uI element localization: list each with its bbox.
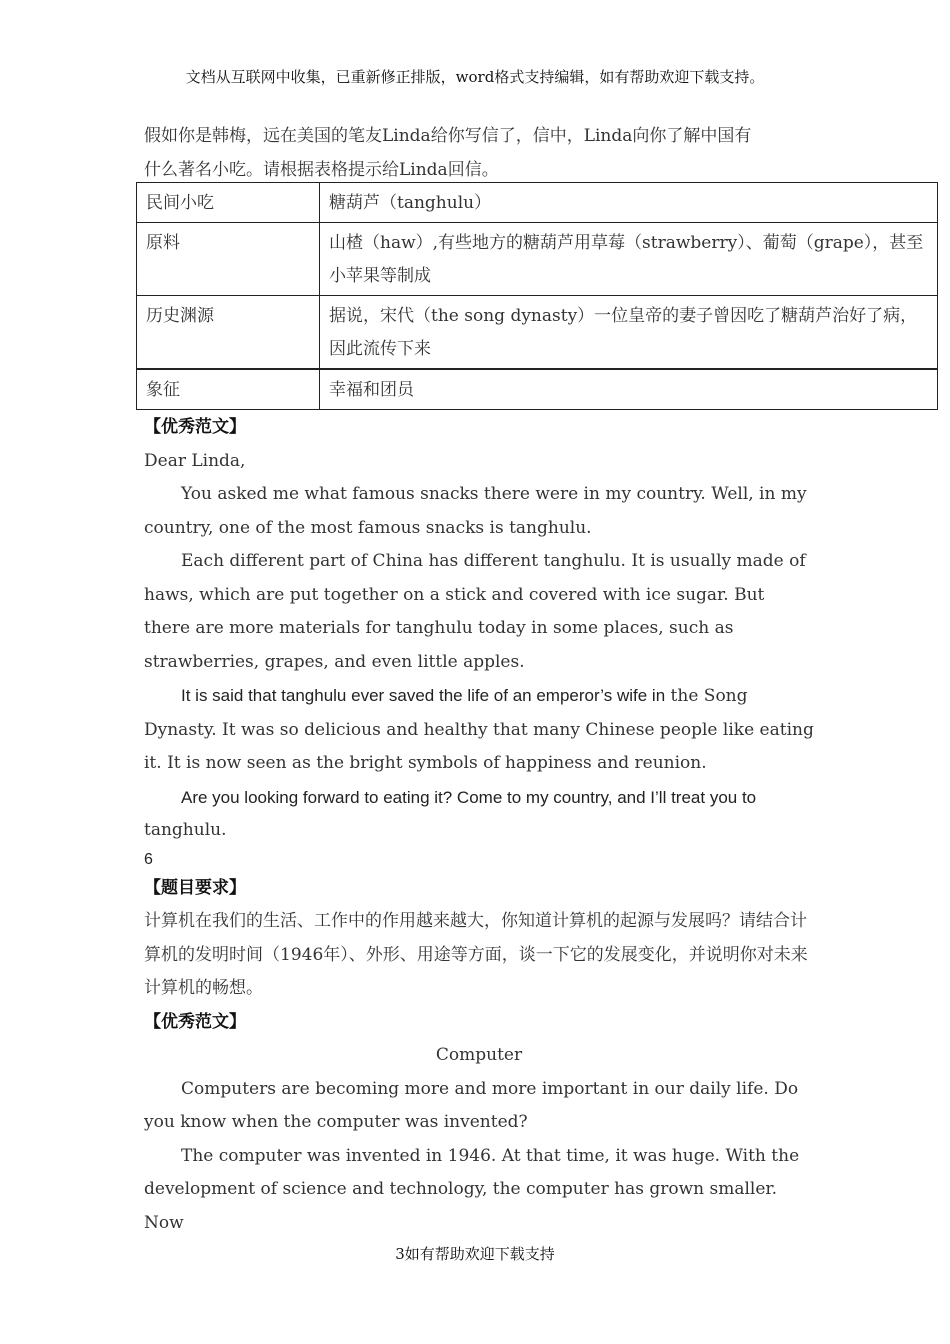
- intro-line-1: 假如你是韩梅，远在美国的笔友Linda给你写信了，信中，Linda向你了解中国有: [144, 126, 752, 146]
- table-row: [137, 369, 938, 410]
- table-label: 历史渊源: [137, 296, 320, 370]
- essay1-paragraph-4: Are you looking forward to eating it? Come to my country, and I’ll treat you to: [181, 787, 757, 807]
- essay1-heading: 【优秀范文】: [144, 417, 246, 437]
- essay1-paragraph-3-lead: It is said that tanghulu ever saved the life of an emperor’s wife in: [181, 686, 666, 705]
- essay2-paragraph-2: The computer was invented in 1946. At that time, it was huge. With the development of science and technology, the computer has grown smaller. Now: [144, 1145, 800, 1233]
- essay1-greeting: Dear Linda,: [144, 450, 246, 471]
- table-row: [137, 223, 938, 296]
- page-header: 文档从互联网中收集，已重新修正排版，word格式支持编辑，如有帮助欢迎下载支持。: [185, 68, 765, 86]
- essay1-paragraph-3: [144, 679, 814, 781]
- essay1-paragraph-3-rest: the Song Dynasty. It was so delicious and healthy that many Chinese people like eating it. It is now seen as the bright symbols of happiness and reunion.: [144, 686, 814, 773]
- intro-line-2: 什么著名小吃。请根据表格提示给Linda回信。: [144, 159, 499, 180]
- table-row: [137, 183, 938, 223]
- essay2-paragraph-1: Computers are becoming more and more important in our daily life. Do you know when the computer was invented?: [144, 1078, 799, 1132]
- table-row: [137, 296, 938, 370]
- table-label: 象征: [137, 369, 320, 410]
- table-value: 据说，宋代（the song dynasty）一位皇帝的妻子曾因吃了糖葫芦治好了病，因此流传下来: [320, 296, 938, 370]
- table-label: 民间小吃: [137, 183, 320, 223]
- task-heading: 【题目要求】: [144, 877, 246, 898]
- essay2-heading: 【优秀范文】: [144, 1011, 246, 1032]
- page-footer: 3如有帮助欢迎下载支持: [395, 1245, 555, 1263]
- essay-section: [144, 411, 814, 1240]
- task-text: 计算机在我们的生活、工作中的作用越来越大，你知道计算机的起源与发展吗？请结合计算机的发明时间（1946年）、外形、用途等方面，谈一下它的发展变化，并说明你对未来计算机的畅想。: [144, 911, 808, 998]
- table-value: 幸福和团员: [320, 369, 938, 410]
- section-number: 6: [144, 850, 153, 868]
- main-content: [144, 120, 814, 187]
- table-value: 山楂（haw）,有些地方的糖葫芦用草莓（strawberry）、葡萄（grape），甚至小苹果等制成: [320, 223, 938, 296]
- table-label: 原料: [137, 223, 320, 296]
- essay1-paragraph-4-end: tanghulu.: [144, 820, 227, 840]
- essay2-title: Computer: [435, 1045, 523, 1065]
- essay1-paragraph-1: You asked me what famous snacks there were in my country. Well, in my country, one of the most famous snacks is tanghulu.: [144, 484, 807, 538]
- essay1-paragraph-2: Each different part of China has different tanghulu. It is usually made of haws, which are put together on a stick and covered with ice sugar. But there are more materials for tanghulu today in some places, such as strawberries, grapes, and even little apples.: [144, 551, 806, 672]
- snack-info-table: [136, 182, 938, 410]
- table-value: 糖葫芦（tanghulu）: [320, 183, 938, 223]
